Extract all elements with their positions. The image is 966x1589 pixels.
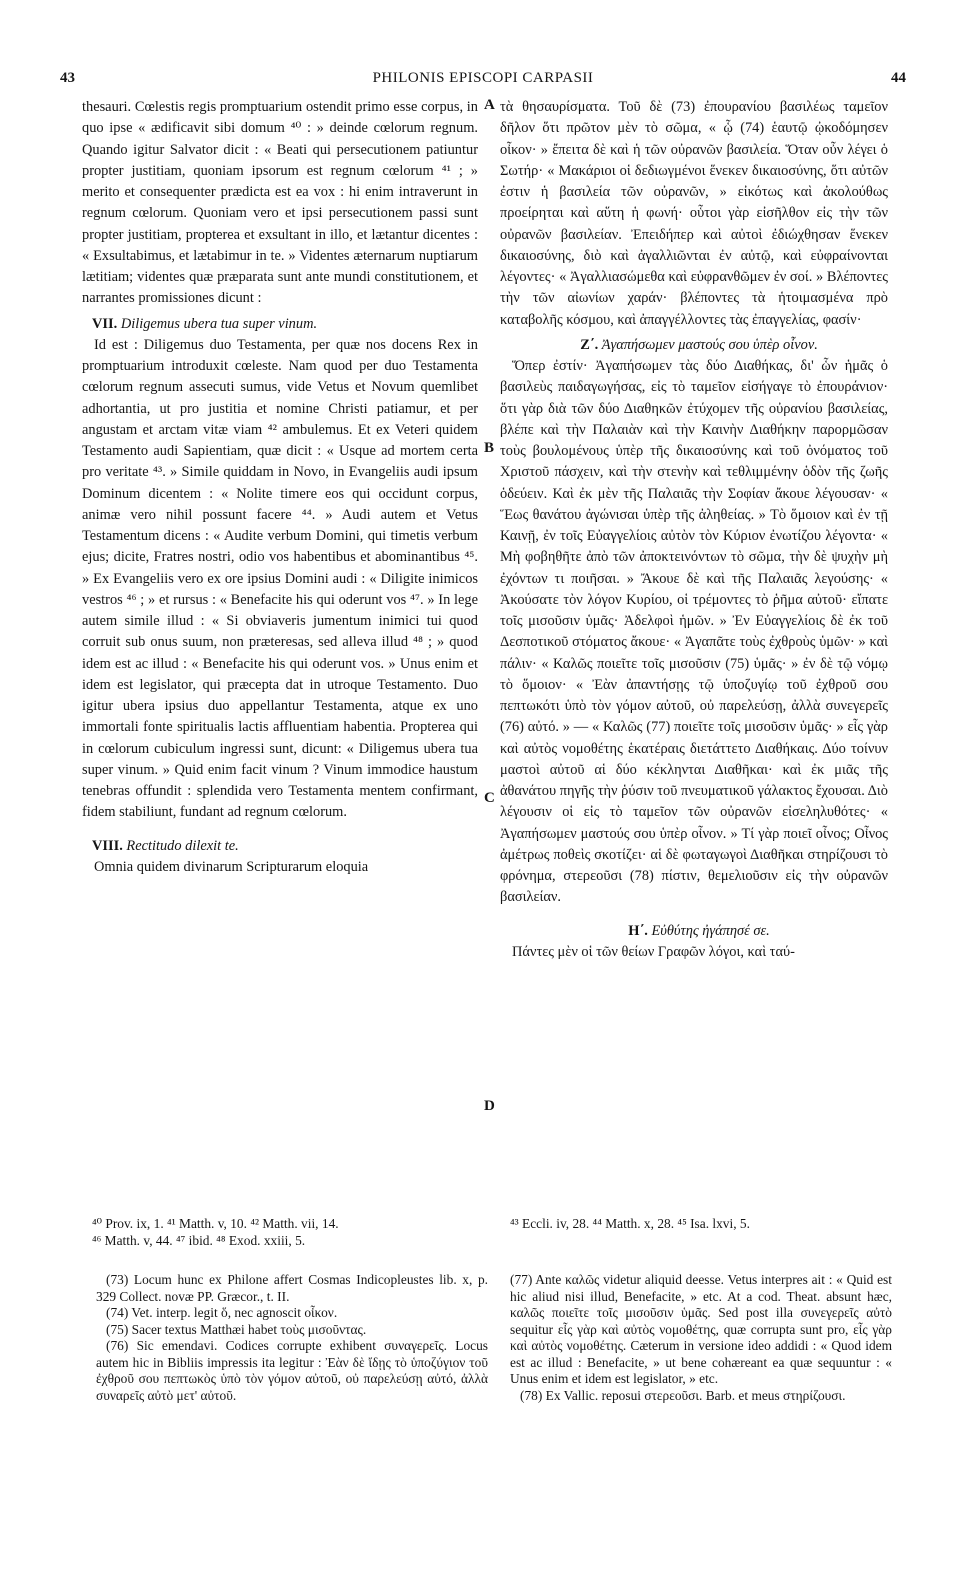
page-header: [60, 70, 906, 92]
scripture-references-right: [510, 1215, 890, 1232]
scripture-references-left: [92, 1215, 492, 1249]
greek-heading-7-title: Ἀγαπήσωμεν μαστούς σου ὑπὲρ οἶνον.: [601, 336, 818, 353]
margin-letter-c: C: [484, 790, 495, 806]
latin-column: [82, 97, 478, 878]
greek-column: [500, 97, 888, 963]
greek-paragraph-3: Πάντες μὲν οἱ τῶν θείων Γραφῶν λόγοι, καὶ ταύ-: [512, 943, 795, 960]
greek-heading-7: [500, 335, 888, 356]
latin-heading-7: [82, 314, 478, 335]
margin-letter-b: B: [484, 440, 495, 456]
greek-heading-7-number: Ζ΄.: [580, 336, 599, 353]
note-78: (78) Ex Vallic. reposui στερεοῦσι. Barb. et meus στηρίζουσι.: [520, 1387, 846, 1403]
latin-heading-7-title: Diligemus ubera tua super vinum.: [120, 315, 318, 332]
note-74: (74) Vet. interp. legit ὅ, nec agnoscit οἶκον.: [106, 1305, 338, 1320]
margin-letter-d: D: [484, 1098, 495, 1114]
note-77: (77) Ante καλῶς videtur aliquid deesse. Vetus interpres ait : « Quid est hic aliud nisi illud, Benefacite, » etc. At a cod. Theat. absunt hæc, καλῶς ποιεῖτε τοῖς μισοῦσιν ὑμᾶς. Sed post illa συνεγερεῖς αὐτὸ sequitur εἷς γὰρ καὶ αὐτὸς νομοθέτης, quæ corrupta sunt pro, εἷς γὰρ καὶ αὐτὸς νομοθέτης. Cæterum in versione ideo addidi : « Quod idem est ac illud : Benefacite, » ut bene cohæreant ea quæ sequuntur : « Unus enim et idem est legislator, » etc.: [510, 1272, 892, 1386]
running-title: PHILONIS EPISCOPI CARPASII: [372, 70, 594, 86]
greek-heading-8-number: Η΄.: [628, 922, 648, 939]
editor-notes-right: [510, 1272, 892, 1404]
greek-heading-8: [500, 921, 888, 942]
page-number-right: 44: [891, 70, 906, 86]
note-75: (75) Sacer textus Matthæi habet τοὺς μισοῦντας.: [106, 1321, 367, 1337]
note-76: (76) Sic emendavi. Codices corrupte exhibent συναγερεῖς. Locus autem hic in Bibliis impressis ita legitur : Ἐὰν δὲ ἴδῃς τὸ ὑποζύγιον τοῦ ἐχθροῦ σου πεπτωκὸς ὑπὸ τὸν γόμον αὐτοῦ, οὐ παρελεύσῃ αὐτό, ἀλλὰ συναρεῖς αὐτὸ μετ' αὐτοῦ.: [96, 1338, 488, 1403]
note-73: (73) Locum hunc ex Philone affert Cosmas Indicopleustes lib. x, p. 329 Collect. novæ PP. Græcor., t. II.: [96, 1272, 488, 1304]
editor-notes-left: [96, 1272, 488, 1404]
page-number-left: 43: [60, 70, 75, 86]
scripture-ref-line-3: ⁴³ Eccli. iv, 28. ⁴⁴ Matth. x, 28. ⁴⁵ Isa. lxvi, 5.: [510, 1216, 750, 1231]
greek-heading-8-title: Εὐθύτης ἠγάπησέ σε.: [651, 922, 770, 939]
scripture-ref-line-2: ⁴⁶ Matth. v, 44. ⁴⁷ ibid. ⁴⁸ Exod. xxiii, 5.: [92, 1233, 306, 1248]
greek-paragraph-1: τὰ θησαυρίσματα. Τοῦ δὲ (73) ἐπουρανίου βασιλέως ταμεῖον δῆλον ὅτι πρῶτον μὲν τὸ σῶμα, « ᾧ (74) ἑαυτῷ ᾠκοδόμησεν οἶκον· » ἔπειτα δὲ καὶ ἡ τῶν οὐρανῶν βασιλεία. Ὅταν οὖν λέγει ὁ Σωτήρ· « Μακάριοι οἱ δεδιωγμένοι ἕνεκεν δικαιοσύνης, ὅτι αὐτῶν ἐστιν ἡ βασιλεία τῶν οὐρανῶν, » εἰκότως καὶ ἀκολούθως προείρηται καὶ αὕτη ἡ φωνή· οὗτοι γὰρ εἰσῆλθον εἰς τὴν τῶν οὐρανῶν βασιλείαν. Ἐπειδήπερ καὶ αὐτοὶ ἐδιώχθησαν ἕνεκεν δικαιοσύνης, διὸ καὶ ἀγαλλιῶνται ἐν αὐτῷ, καὶ εὐφραίνονται λέγοντες· « Ἀγαλλιασώμεθα καὶ εὐφρανθῶμεν ἐν σοί. » Βλέποντες τὴν τῶν αἰωνίων χαράν· βλέποντες τὰ ἡτοιμασμένα πρὸ καταβολῆς κόσμου, καὶ ἀπαγγέλλοντες τὰς ἐπαγγελίας, φασίν·: [500, 99, 888, 328]
scripture-ref-line-1: ⁴⁰ Prov. ix, 1. ⁴¹ Matth. v, 10. ⁴² Matth. vii, 14.: [92, 1216, 339, 1231]
greek-paragraph-2: Ὅπερ ἐστίν· Ἀγαπήσωμεν τὰς δύο Διαθήκας, δι' ὧν ἡμᾶς ὁ βασιλεὺς παιδαγωγήσας, εἰς τὸ ταμεῖον εἰσήγαγε τὸ ἐπουράνιον· ὅτι γὰρ διὰ τῶν δύο Διαθηκῶν ἐτύχομεν τῆς οὐρανίου βασιλείας, βλέπε καὶ τὴν Παλαιὰν καὶ τὴν Καινὴν Διαθήκην παρορμῶσαν τοὺς βουλομένους ὑπὲρ τῆς δικαιοσύνης καὶ τοῦ ὀνόματος τοῦ Χριστοῦ πάσχειν, καὶ τὴν στενὴν καὶ τεθλιμμένην ὁδὸν τῆς ζωῆς ὁδεύειν. Καὶ ἐκ μὲν τῆς Παλαιᾶς τὴν Σοφίαν ἄκουε λέγουσαν· « Ἕως θανάτου ἀγώνισαι ὑπὲρ τῆς ἀληθείας. » Τὸ ὅμοιον καὶ ἐν τῇ Καινῇ, ἐν τοῖς Εὐαγγελίοις αὐτὸν τὸν Κύριον ἐνωτίζου λέγοντα· « Μὴ φοβηθῆτε ἀπὸ τῶν ἀποκτεινόντων τὸ σῶμα, τὴν δὲ ψυχὴν μὴ ἐχόντων τι ποιῆσαι. » Ἄκουε δὲ καὶ τῆς Παλαιᾶς λεγούσης· « Ἀκούσατε τὸν λόγον Κυρίου, οἱ τρέμοντες τὸ ῥῆμα αὐτοῦ· εἴπατε τοῖς μισοῦσιν ὑμᾶς· Ἀδελφοὶ ἡμῶν. » Ἐν Εὐαγγελίοις δὲ ἐκ τοῦ Δεσποτικοῦ στόματος ἄκουε· « Ἀγαπᾶτε τοὺς ἐχθροὺς ὑμῶν· » καὶ πάλιν· « Καλῶς ποιεῖτε τοῖς μισοῦσιν (75) ὑμᾶς· » ἐν δὲ τῷ νόμῳ τὸ ὅμοιον· « Ἐὰν ἀπαντήσῃς τῷ ὑποζυγίῳ τοῦ ἐχθροῦ σου πεπτωκότι ὑπὸ τὸν γόμον αὐτοῦ, οὐ παρελεύσῃ, ἀλλὰ συνεγερεῖς (76) αὐτό. » — « Καλῶς (77) ποιεῖτε τοῖς μισοῦσιν ὑμᾶς· » εἷς γὰρ καὶ αὐτὸς νομοθέτης ἑκατέραις διετάττετο Διαθήκαις. Δύο τοίνυν μαστοὶ αὐτοῦ αἱ δύο κέκληνται Διαθῆκαι· καὶ ἐκ μιᾶς τῆς ἀθανάτου πηγῆς τὴν ῥύσιν τοῦ πνευματικοῦ γάλακτος ἔχουσαι. Διὸ λέγουσιν οἱ εἰς τὸ ταμεῖον τῶν οὐρανῶν εἰσεληλυθότες· « Ἀγαπήσωμεν μαστούς σου ὑπὲρ οἶνον. » Τί γὰρ ποιεῖ οἶνος; Οἶνος ἀμέτρως ποθεὶς σκοτίζει· αἱ δὲ φωταγωγοὶ Διαθῆκαι στηρίζουσι τὸ φρόνημα, στερεοῦσι (78) πίστιν, θεμελιοῦσιν εἰς τὴν οὐρανῶν βασιλείαν.: [500, 358, 888, 906]
latin-heading-8-number: VIII.: [92, 837, 123, 854]
latin-heading-8-title: Rectitudo dilexit te.: [126, 837, 239, 854]
latin-paragraph-3: Omnia quidem divinarum Scripturarum eloquia: [94, 858, 369, 875]
latin-paragraph-1: thesauri. Cœlestis regis promptuarium ostendit primo esse corpus, in quo ipse « ædificavit sibi domum ⁴⁰ : » deinde cœlorum regnum. Quando igitur Salvator dicit : « Beati qui persecutionem patiuntur propter justitiam, quoniam ipsorum est regnum cœlorum ⁴¹ ; » merito et consequenter prædicta est ea vox : hi enim intraverunt in regnum cœlorum. Quoniam vero et ipsi persecutionem passi sunt propter justitiam, propterea et exsultant in illo, et lætantur dicentes : « Exsultabimus, et lætabimur in te. » Videntes æternarum nuptiarum lætitiam; videntes quæ præparata sunt ante mundi constitutionem, et narrantes promissiones dicunt :: [82, 99, 478, 307]
latin-heading-8: [82, 836, 478, 857]
latin-heading-7-number: VII.: [92, 315, 118, 332]
margin-letter-a: A: [484, 97, 495, 113]
latin-paragraph-2: Id est : Diligemus duo Testamenta, per quæ nos docens Rex in promptuarium introduxit cœleste. Nam quod per duo Testamenta cœlorum regnum assecuti sumus, vide Vetus et Novum quemlibet adhortantia, ut pro justitia et nomine Christi patiamur, et per angustam et arctam vitæ viam ⁴² ambulemus. Et ex Veteri quidem Testamento audi Sapientiam, quæ dicit : « Usque ad mortem certa pro veritate ⁴³. » Simile quiddam in Novo, in Evangeliis audi ipsum Dominum dicentem : « Nolite timere eos qui occidunt corpus, animæ vero nihil possunt facere ⁴⁴. » Audi autem et Vetus Testamentum dicens : « Audite verbum Domini, qui timetis verbum ejus; dicite, Fratres nostri, odio vos habentibus et abominantibus ⁴⁵. » Ex Evangeliis vero ex ore ipsius Domini audi : « Diligite inimicos vestros ⁴⁶ ; » et rursus : « Benefacite his qui oderunt vos ⁴⁷. » In lege autem simile illud : « Si obviaveris jumentum inimici tui quod corruit sub onus suum, non præteresas, sed alleva illud ⁴⁸ ; » quod idem est ac illud : « Benefacite his qui oderunt vos. » Unus enim et idem est legislator, qui præcepta dat in utroque Testamento. Duo igitur ubera ipsius duo appellantur Testamenta, atque ex uno immortali fonte spiritualis lactis affluentiam habentia. Propterea qui in cœlorum cubiculum ingressi sunt, dicunt: « Diligemus ubera tua super vinum. » Quid enim facit vinum ? Vinum immodice haustum tenebras offundit : splendida vero Testamenta mentem confirmant, fidem stabiliunt, fundant ad regnum cœlorum.: [82, 336, 478, 821]
